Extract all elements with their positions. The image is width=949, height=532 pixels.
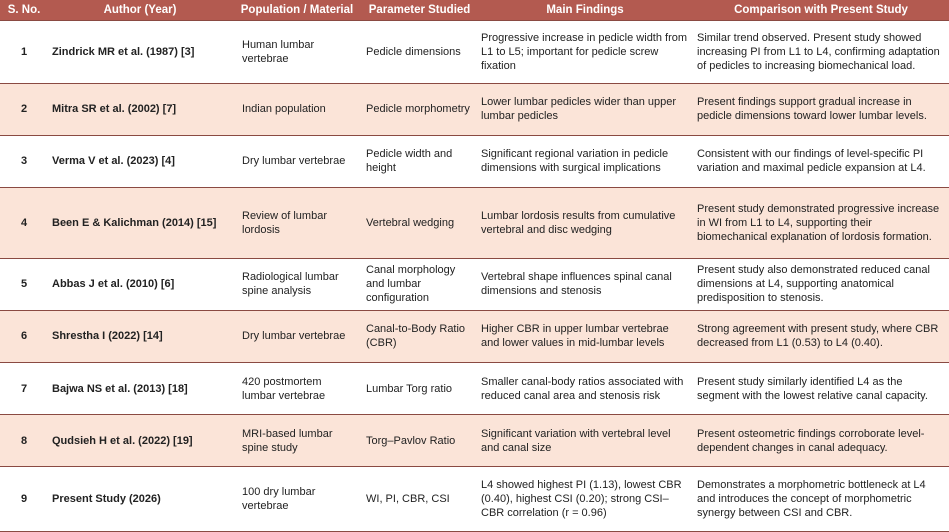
row-parameter: WI, PI, CBR, CSI — [362, 467, 477, 532]
row-parameter: Canal-to-Body Ratio (CBR) — [362, 310, 477, 362]
row-number: 9 — [0, 467, 48, 532]
row-comparison: Similar trend observed. Present study showed increasing PI from L1 to L4, confirming adaptation of pedicles to increasing biomechanical load. — [693, 21, 949, 84]
row-number: 2 — [0, 83, 48, 135]
header-comparison: Comparison with Present Study — [693, 0, 949, 21]
row-comparison: Present study similarly identified L4 as the segment with the lowest relative canal capacity. — [693, 363, 949, 415]
row-number: 5 — [0, 258, 48, 310]
row-parameter: Pedicle width and height — [362, 135, 477, 187]
row-author: Shrestha I (2022) [14] — [48, 310, 232, 362]
row-population: MRI-based lumbar spine study — [232, 415, 362, 467]
row-findings: Progressive increase in pedicle width from L1 to L5; important for pedicle screw fixation — [477, 21, 693, 84]
row-parameter: Torg–Pavlov Ratio — [362, 415, 477, 467]
header-serial-no: S. No. — [0, 0, 48, 21]
row-findings: Smaller canal-body ratios associated with reduced canal area and stenosis risk — [477, 363, 693, 415]
header-population-material: Population / Material — [232, 0, 362, 21]
table-row — [0, 83, 949, 135]
row-findings: Lumbar lordosis results from cumulative vertebral and disc wedging — [477, 187, 693, 258]
row-population: 420 postmortem lumbar vertebrae — [232, 363, 362, 415]
row-comparison: Present study demonstrated progressive increase in WI from L1 to L4, supporting their biomechanical explanation of lordosis formation. — [693, 187, 949, 258]
row-findings: Significant regional variation in pedicle dimensions with surgical implications — [477, 135, 693, 187]
table-row — [0, 135, 949, 187]
row-population: Indian population — [232, 83, 362, 135]
row-population: Dry lumbar vertebrae — [232, 135, 362, 187]
table-row — [0, 187, 949, 258]
row-number: 3 — [0, 135, 48, 187]
row-parameter: Lumbar Torg ratio — [362, 363, 477, 415]
row-population: Review of lumbar lordosis — [232, 187, 362, 258]
row-population: 100 dry lumbar vertebrae — [232, 467, 362, 532]
row-population: Human lumbar vertebrae — [232, 21, 362, 84]
row-comparison: Demonstrates a morphometric bottleneck at L4 and introduces the concept of morphometric synergy between CSI and CBR. — [693, 467, 949, 532]
row-comparison: Consistent with our findings of level-specific PI variation and maximal pedicle expansion at L4. — [693, 135, 949, 187]
header-row — [0, 0, 949, 21]
row-author: Abbas J et al. (2010) [6] — [48, 258, 232, 310]
row-author: Mitra SR et al. (2002) [7] — [48, 83, 232, 135]
row-comparison: Present study also demonstrated reduced canal dimensions at L4, supporting anatomical predisposition to stenosis. — [693, 258, 949, 310]
row-number: 6 — [0, 310, 48, 362]
row-comparison: Strong agreement with present study, where CBR decreased from L1 (0.53) to L4 (0.40). — [693, 310, 949, 362]
row-author: Qudsieh H et al. (2022) [19] — [48, 415, 232, 467]
row-number: 4 — [0, 187, 48, 258]
row-findings: Lower lumbar pedicles wider than upper lumbar pedicles — [477, 83, 693, 135]
row-parameter: Pedicle morphometry — [362, 83, 477, 135]
row-parameter: Vertebral wedging — [362, 187, 477, 258]
row-number: 7 — [0, 363, 48, 415]
row-findings: Vertebral shape influences spinal canal dimensions and stenosis — [477, 258, 693, 310]
table-row — [0, 415, 949, 467]
row-findings: Significant variation with vertebral level and canal size — [477, 415, 693, 467]
row-author: Verma V et al. (2023) [4] — [48, 135, 232, 187]
header-main-findings: Main Findings — [477, 0, 693, 21]
row-comparison: Present osteometric findings corroborate level-dependent changes in canal adequacy. — [693, 415, 949, 467]
table-row — [0, 363, 949, 415]
table-row — [0, 310, 949, 362]
row-population: Radiological lumbar spine analysis — [232, 258, 362, 310]
row-findings: L4 showed highest PI (1.13), lowest CBR (0.40), highest CSI (0.20); strong CSI–CBR correlation (r = 0.96) — [477, 467, 693, 532]
row-findings: Higher CBR in upper lumbar vertebrae and lower values in mid-lumbar levels — [477, 310, 693, 362]
row-number: 1 — [0, 21, 48, 84]
row-author: Been E & Kalichman (2014) [15] — [48, 187, 232, 258]
row-parameter: Pedicle dimensions — [362, 21, 477, 84]
row-author: Zindrick MR et al. (1987) [3] — [48, 21, 232, 84]
row-parameter: Canal morphology and lumbar configuration — [362, 258, 477, 310]
table-row — [0, 258, 949, 310]
row-number: 8 — [0, 415, 48, 467]
row-population: Dry lumbar vertebrae — [232, 310, 362, 362]
table-row — [0, 21, 949, 84]
table-row — [0, 467, 949, 532]
row-author: Present Study (2026) — [48, 467, 232, 532]
header-parameter-studied: Parameter Studied — [362, 0, 477, 21]
row-comparison: Present findings support gradual increase in pedicle dimensions toward lower lumbar levels. — [693, 83, 949, 135]
row-author: Bajwa NS et al. (2013) [18] — [48, 363, 232, 415]
header-author-year: Author (Year) — [48, 0, 232, 21]
